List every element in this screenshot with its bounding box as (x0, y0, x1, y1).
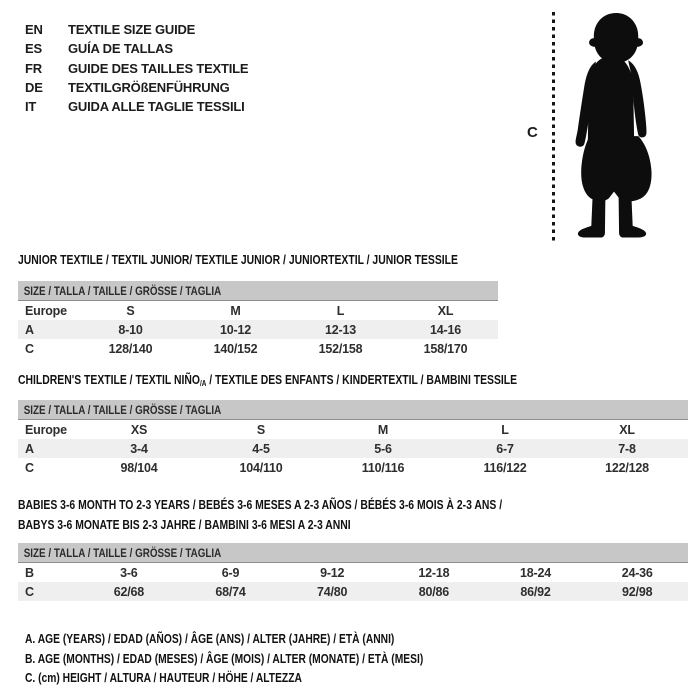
language-label: GUÍA DE TALLAS (68, 41, 173, 57)
cell-value: 14-16 (430, 322, 461, 337)
toddler-silhouette-icon (561, 11, 663, 239)
language-label: TEXTILE SIZE GUIDE (68, 22, 196, 37)
legend-line-a: A. AGE (YEARS) / EDAD (AÑOS) / ÂGE (ANS) / ALTER (JAHRE) / ETÀ (ANNI) (25, 631, 395, 646)
cell-value: 3-6 (120, 565, 138, 580)
table-row (18, 439, 688, 458)
table-row (18, 301, 498, 320)
cell-value: 92/98 (622, 584, 653, 599)
language-code: DE (25, 79, 43, 95)
cell-value: 74/80 (317, 584, 348, 599)
language-code: IT (25, 99, 37, 115)
legend (25, 629, 529, 688)
cell-value: M (377, 422, 389, 437)
cell-value: 122/128 (605, 460, 649, 475)
language-row (25, 20, 248, 39)
section-title-children-pre: CHILDREN'S TEXTILE / TEXTIL NIÑO (18, 372, 200, 387)
cell-value: 158/170 (423, 341, 468, 356)
cell-value: 8-10 (118, 322, 143, 337)
language-code: FR (25, 60, 42, 76)
row-label: C (25, 584, 34, 599)
language-row (25, 39, 248, 58)
row-label: C (25, 460, 34, 475)
cell-value: 110/116 (361, 460, 405, 475)
row-label: A (25, 441, 34, 456)
cell-value: 18-24 (520, 565, 552, 580)
cell-value: 128/140 (108, 341, 153, 356)
legend-line-c: C. (cm) HEIGHT / ALTURA / HAUTEUR / HÖHE / ALTEZZA (25, 670, 302, 686)
height-measure-label: C (527, 124, 538, 141)
legend-line-b: B. AGE (MONTHS) / EDAD (MESES) / ÂGE (MOIS) / ALTER (MONATE) / ETÀ (MESI) (25, 650, 424, 666)
cell-value: 6-9 (221, 565, 240, 580)
row-label: B (25, 565, 34, 580)
section-title-babies-line2-text: BABYS 3-6 MONATE BIS 2-3 JAHRE / BAMBINI 3-6 MESI A 2-3 ANNI (18, 517, 351, 532)
cell-value: L (501, 422, 509, 437)
language-label: TEXTILGRÖßENFÜHRUNG (68, 79, 230, 95)
junior-size-table (18, 281, 498, 358)
section-title-children (18, 372, 517, 388)
size-header-label: SIZE / TALLA / TAILLE / GRÖSSE / TAGLIA (23, 283, 222, 298)
section-title-junior (18, 252, 458, 267)
cell-value: 98/104 (120, 460, 158, 475)
language-row (25, 78, 248, 97)
babies-size-table (18, 543, 688, 601)
row-label: C (25, 341, 34, 356)
cell-value: S (256, 422, 266, 437)
cell-value: 152/158 (318, 341, 363, 356)
cell-value: 4-5 (252, 441, 270, 456)
section-title-babies-line2 (18, 517, 351, 532)
cell-value: 104/110 (239, 460, 283, 475)
cell-value: 116/122 (483, 460, 527, 475)
cell-value: L (336, 303, 345, 318)
cell-value: 10-12 (220, 322, 251, 337)
row-label: A (25, 322, 34, 337)
children-size-table (18, 400, 688, 477)
cell-value: 68/74 (215, 584, 246, 599)
cell-value: M (230, 303, 241, 318)
junior-table-header-bar (18, 281, 498, 301)
language-row (25, 59, 248, 78)
cell-value: 9-12 (320, 565, 345, 580)
size-header-label: SIZE / TALLA / TAILLE / GRÖSSE / TAGLIA (23, 402, 222, 417)
language-label: GUIDE DES TAILLES TEXTILE (68, 60, 249, 76)
size-header-label: SIZE / TALLA / TAILLE / GRÖSSE / TAGLIA (23, 545, 222, 560)
babies-table-header-bar (18, 543, 688, 563)
row-label: Europe (25, 422, 67, 437)
table-row (18, 458, 688, 477)
cell-value: S (126, 303, 135, 318)
section-title-children-subscript: /A (199, 379, 207, 388)
section-title-junior-text: JUNIOR TEXTILE / TEXTIL JUNIOR/ TEXTILE JUNIOR / JUNIORTEXTIL / JUNIOR TESSILE (18, 252, 458, 267)
cell-value: 3-4 (130, 441, 148, 456)
cell-value: XS (130, 422, 148, 437)
section-title-children-post: / TEXTILE DES ENFANTS / KINDERTEXTIL / BAMBINI TESSILE (206, 372, 518, 387)
babies-table-body (18, 563, 688, 601)
section-title-babies-line1 (18, 497, 502, 512)
table-row (18, 582, 688, 601)
language-row (25, 97, 248, 116)
language-list (25, 20, 248, 116)
row-label: Europe (25, 303, 67, 318)
table-row (18, 563, 688, 582)
cell-value: 24-36 (621, 565, 653, 580)
height-measure-dashed-line (552, 12, 555, 244)
cell-value: 6-7 (496, 441, 514, 456)
table-row (18, 320, 498, 339)
language-label: GUIDA ALLE TAGLIE TESSILI (68, 99, 245, 115)
section-title-babies-line1-text: BABIES 3-6 MONTH TO 2-3 YEARS / BEBÉS 3-6 MESES A 2-3 AÑOS / BÉBÉS 3-6 MOIS À 2-3 ANS / (18, 497, 503, 512)
table-row (18, 339, 498, 358)
children-table-header-bar (18, 400, 688, 420)
children-table-body (18, 420, 688, 477)
cell-value: 80/86 (418, 584, 449, 599)
cell-value: XL (619, 422, 635, 437)
cell-value: 12-13 (325, 322, 356, 337)
cell-value: XL (437, 303, 454, 318)
cell-value: 86/92 (520, 584, 551, 599)
cell-value: 140/152 (213, 341, 258, 356)
cell-value: 62/68 (113, 584, 144, 599)
junior-table-body (18, 301, 498, 358)
language-code: ES (25, 41, 42, 57)
cell-value: 12-18 (418, 565, 450, 580)
language-code: EN (25, 22, 43, 37)
cell-value: 7-8 (618, 441, 636, 456)
cell-value: 5-6 (374, 441, 392, 456)
table-row (18, 420, 688, 439)
